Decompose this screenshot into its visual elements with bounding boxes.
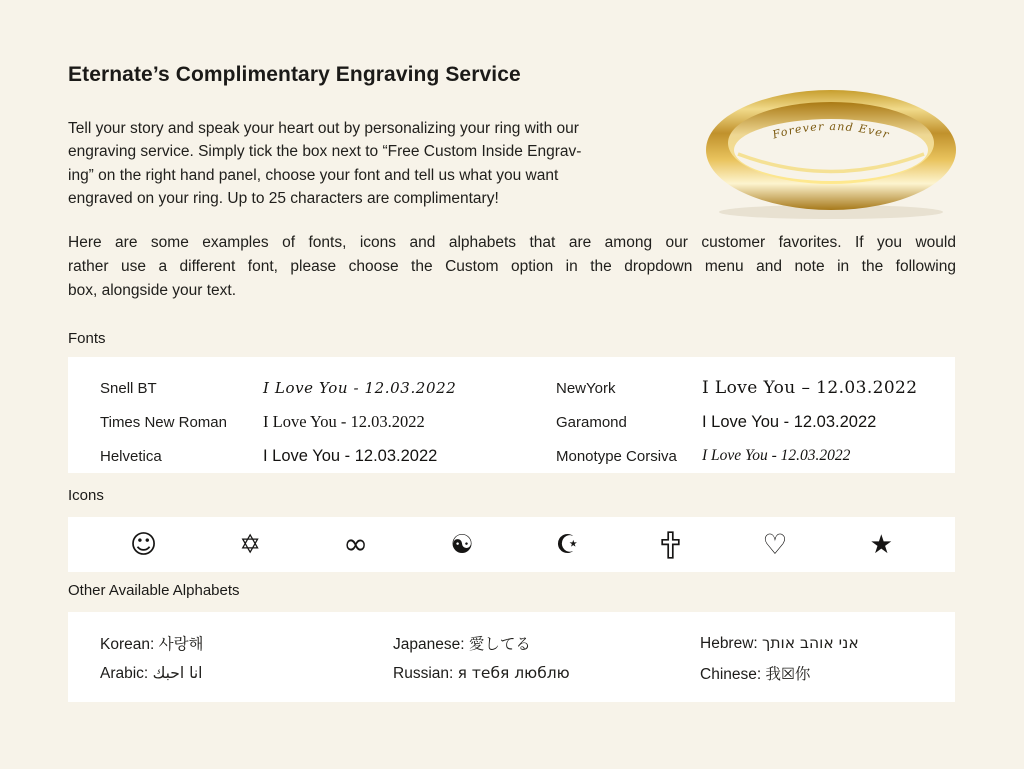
- font-sample-monotype-corsiva: I Love You - 12.03.2022: [702, 447, 851, 464]
- gold-ring-illustration: [700, 86, 964, 222]
- description-paragraph: [68, 231, 956, 303]
- font-name: Monotype Corsiva: [556, 447, 677, 465]
- star-filled-icon: ★: [869, 529, 893, 560]
- description-line: box, alongside your text.: [68, 282, 237, 299]
- intro-line: Tell your story and speak your heart out by personalizing your ring with our: [68, 120, 579, 137]
- smiley-icon: ☺: [130, 529, 158, 560]
- infinity-icon: ∞: [343, 526, 369, 562]
- alphabet-sample-text: 我☒你: [765, 665, 811, 683]
- engraved-gold-ring-image: [700, 86, 964, 222]
- fonts-section-label: Fonts: [68, 330, 106, 347]
- alphabets-section-label: Other Available Alphabets: [68, 582, 240, 599]
- alphabet-hebrew: [700, 634, 955, 653]
- font-name: NewYork: [556, 379, 616, 397]
- fonts-panel: [68, 357, 955, 473]
- alphabet-sample-text: انا احبك: [152, 663, 203, 682]
- icons-panel: [68, 517, 955, 572]
- star-of-david-icon: ✡: [239, 529, 262, 560]
- alphabet-chinese: [700, 662, 955, 684]
- alphabet-korean: [100, 632, 393, 654]
- alphabet-language-label: Chinese:: [700, 666, 762, 683]
- font-sample-snell-bt: I Love You - 12.03.2022: [263, 379, 457, 397]
- alphabet-sample-text: я тебя люблю: [457, 663, 570, 682]
- alphabet-language-label: Korean:: [100, 636, 155, 653]
- page-title: Eternate’s Complimentary Engraving Service: [68, 63, 521, 86]
- font-name: Times New Roman: [100, 413, 227, 431]
- yin-yang-icon: ☯: [450, 529, 474, 560]
- alphabet-sample-text: אני אוהב אותך: [762, 633, 859, 652]
- alphabets-panel: [68, 612, 955, 702]
- alphabet-language-label: Japanese:: [393, 636, 465, 653]
- font-name: Helvetica: [100, 447, 162, 465]
- intro-line: ing” on the right hand panel, choose your font and tell us what you want: [68, 166, 559, 184]
- icons-section-label: Icons: [68, 487, 104, 504]
- alphabet-arabic: [100, 664, 393, 683]
- intro-paragraph: [68, 117, 688, 211]
- font-sample-garamond: I Love You - 12.03.2022: [702, 412, 877, 431]
- font-name: Garamond: [556, 413, 627, 431]
- description-line: Here are some examples of fonts, icons and alphabets that are among our customer favorites. If you would: [68, 234, 956, 251]
- star-and-crescent-icon: ☪: [555, 529, 580, 560]
- font-name: Snell BT: [100, 379, 157, 397]
- alphabet-japanese: [393, 632, 700, 654]
- intro-line: engraved on your ring. Up to 25 characters are complimentary!: [68, 190, 499, 208]
- alphabet-sample-text: 愛してる: [468, 635, 531, 653]
- intro-line: engraving service. Simply tick the box next to “Free Custom Inside Engrav-: [68, 143, 582, 161]
- alphabet-sample-text: 사랑해: [158, 635, 204, 653]
- alphabet-language-label: Hebrew:: [700, 634, 758, 652]
- latin-cross-icon: [661, 531, 680, 559]
- font-sample-newyork: I Love You – 12.03.2022: [702, 378, 918, 398]
- ring-engraving-text: Forever and Ever: [770, 119, 892, 142]
- alphabet-language-label: Russian:: [393, 664, 454, 682]
- font-sample-times-new-roman: I Love You - 12.03.2022: [263, 412, 425, 431]
- heart-outline-icon: ♡: [762, 527, 788, 561]
- font-sample-helvetica: I Love You - 12.03.2022: [263, 446, 438, 465]
- alphabet-russian: [393, 664, 700, 683]
- description-line: rather use a different font, please choose the Custom option in the dropdown menu and note in the following: [68, 258, 956, 275]
- alphabet-language-label: Arabic:: [100, 664, 149, 682]
